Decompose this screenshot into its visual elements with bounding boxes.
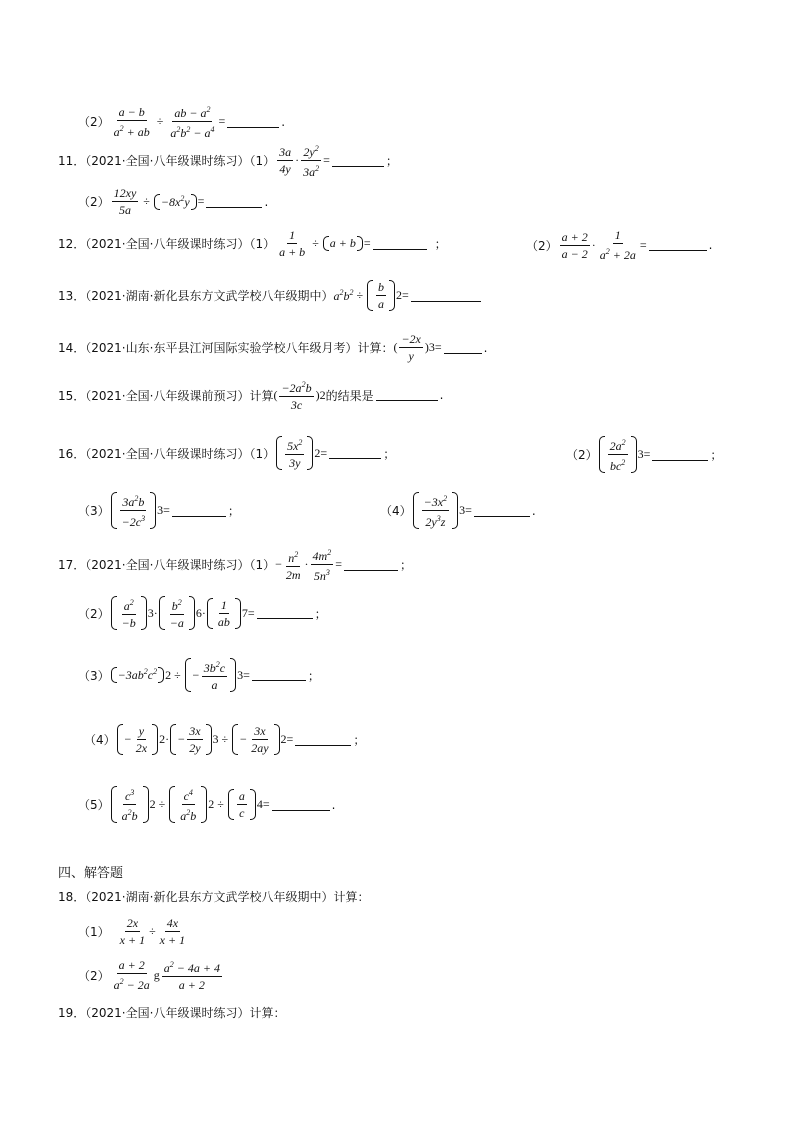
q14: 14．（2021·山东·东平县江河国际实验学校八年级月考）计算： ( $\frac{-2x}{y}$ ) 3 = .	[58, 332, 488, 363]
q12-part1: 12．（2021·全国·八年级课时练习）（1） $\frac{1}{a + b}$ ÷ a + b = ；	[58, 228, 447, 259]
q10-part2: （2） $\frac{a - b}{a^2 + ab}$ ÷ $\frac{ab - a^2}{a^2b^2 - a^4}$ = .	[78, 104, 286, 140]
answer-blank[interactable]	[376, 399, 438, 401]
answer-blank[interactable]	[272, 809, 330, 811]
answer-blank[interactable]	[411, 300, 481, 302]
answer-blank[interactable]	[373, 248, 427, 250]
answer-blank[interactable]	[227, 126, 279, 128]
q17-part5: （5） $\frac{c^3}{a^2b}$ 2 ÷ $\frac{c^4}{a^2b}$ 2 ÷ $\frac{a}{c}$ 4 = .	[78, 788, 336, 823]
answer-blank[interactable]	[206, 206, 262, 208]
fraction: $\frac{a - b}{a^2 + ab}$	[113, 104, 150, 139]
q16-part4: （4） $\frac{-3x^2}{2y^3z}$ 3 = .	[380, 494, 536, 529]
answer-blank[interactable]	[252, 679, 306, 681]
q16-part1: 16．（2021·全国·八年级课时练习）（1） $\frac{5x^2}{3y}$ 2 = ；	[58, 438, 396, 470]
answer-blank[interactable]	[332, 165, 384, 167]
q16-part3: （3） $\frac{3a^2b}{-2c^3}$ 3 = ；	[78, 494, 240, 529]
answer-blank[interactable]	[329, 457, 381, 459]
q18-part1: （1） $\frac{2x}{x + 1}$ ÷ $\frac{4x}{x + 1}$	[78, 916, 186, 947]
answer-blank[interactable]	[474, 515, 530, 517]
answer-blank[interactable]	[295, 744, 351, 746]
answer-blank[interactable]	[444, 352, 482, 354]
q12-part2: （2） $\frac{a + 2}{a - 2}$ · $\frac{1}{a^2 + 2a}$ = .	[526, 228, 713, 262]
q15: 15．（2021·全国·八年级课前预习）计算 ( $\frac{-2a^2b}{3c}$ ) 2 的结果是 .	[58, 380, 444, 412]
answer-blank[interactable]	[257, 617, 313, 619]
q19-label: 19．（2021·全国·八年级课时练习）计算：	[58, 1006, 286, 1020]
answer-blank[interactable]	[172, 515, 226, 517]
q17-part2: （2） $\frac{a^2}{-b}$ 3 · $\frac{b^2}{-a}$ 6 · $\frac{1}{ab}$ 7 = ；	[78, 597, 327, 630]
q18-part2: （2） $\frac{a + 2}{a^2 - 2a}$ g $\frac{a^2 - 4a + 4}{a + 2}$	[78, 958, 220, 992]
answer-blank[interactable]	[652, 459, 708, 461]
answer-blank[interactable]	[344, 569, 398, 571]
q17-part4: （4） − $\frac{y}{2x}$ 2 · − $\frac{3x}{2y}$ 3 ÷ − $\frac{3x}{2ay}$ 2 = ；	[84, 724, 366, 755]
q16-part2: （2） $\frac{2a^2}{bc^2}$ 3 = ；	[566, 438, 723, 473]
q18-label: 18．（2021·湖南·新化县东方文武学校八年级期中）计算：	[58, 890, 370, 904]
q13: 13．（2021·湖南·新化县东方文武学校八年级期中） $a^2b^2$ ÷ $\frac{b}{a}$ 2 =	[58, 280, 483, 311]
answer-blank[interactable]	[649, 249, 707, 251]
fraction: $\frac{ab - a^2}{a^2b^2 - a^4}$	[170, 105, 215, 140]
section-title: 四、解答题	[58, 866, 124, 881]
q11-part2: （2） $\frac{12xy}{5a}$ ÷ $-8x^2y$ = .	[78, 186, 269, 217]
question-label: 11．（2021·全国·八年级课时练习）（1）	[58, 154, 276, 168]
part-label: （2）	[78, 115, 110, 129]
q17-part3: （3） $-3ab^2c^2$ 2 ÷ − $\frac{3b^2c}{a}$ 3 = ；	[78, 660, 320, 692]
q11-part1: 11．（2021·全国·八年级课时练习）（1） $\frac{3a}{4y}$ · $\frac{2y^2}{3a^2}$ = ；	[58, 144, 398, 179]
q17-part1: 17．（2021·全国·八年级课时练习）（1） − $\frac{n^2}{2m}$ · $\frac{4m^2}{5n^3}$ = ；	[58, 548, 412, 583]
